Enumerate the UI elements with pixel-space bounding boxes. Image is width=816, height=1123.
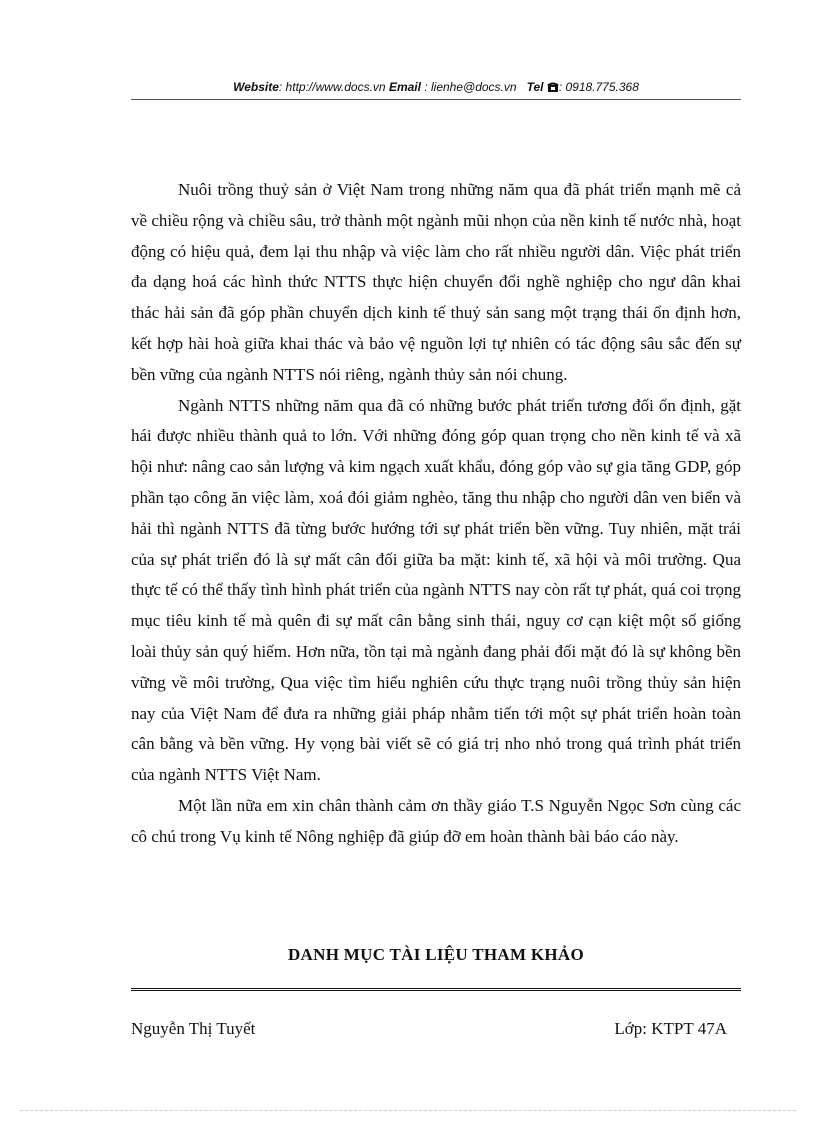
paragraph: Ngành NTTS những năm qua đã có những bước phát triển tương đối ổn định, gặt hái được nhiều thành quả to lớn. Với những đóng góp quan trọng cho nền kinh tế và xã hội như: nâng cao sản lượng và kim ngạch xuất khẩu, đóng góp vào sự gia tăng GDP, góp phần tạo công ăn việc làm, xoá đói giảm nghèo, tăng thu nhập cho người dân ven biển và hải thì ngành NTTS đã từng bước hướng tới sự phát triển bền vững. Tuy nhiên, mặt trái của sự phát triển đó là sự mất cân đối giữa ba mặt: kinh tế, xã hội và môi trường. Qua thực tế có thể thấy tình hình phát triển của ngành NTTS nay còn rất tự phát, quá coi trọng mục tiêu kinh tế mà quên đi sự mất cân bằng sinh thái, nguy cơ cạn kiệt một số giống loài thủy sản quý hiếm. Hơn nữa, tồn tại mà ngành đang phải đối mặt đó là sự không bền vững về môi trường, Qua việc tìm hiểu nghiên cứu thực trạng nuôi trồng thủy sản hiện nay của Việt Nam để đưa ra những giải pháp nhằm tiến tới một sự phát triển hoàn toàn cân bằng và bền vững. Hy vọng bài viết sẽ có giá trị nho nhỏ trong quá trình phát triển của ngành NTTS Việt Nam. — [131, 395, 741, 785]
email-label: Email — [388, 80, 421, 94]
email-value[interactable]: : lienhe@docs.vn — [424, 80, 517, 94]
footer-class: Lớp: KTPT 47A — [614, 1019, 727, 1038]
phone-icon — [547, 80, 559, 94]
references-title: DANH MỤC TÀI LIỆU THAM KHẢO — [287, 945, 585, 964]
tel-label: Tel — [526, 80, 544, 94]
paragraph: Một lần nữa em xin chân thành cảm ơn thầy giáo T.S Nguyễn Ngọc Sơn cùng các cô chú trong Vụ kinh tế Nông nghiệp đã giúp đỡ em hoàn thành bài báo cáo này. — [131, 795, 741, 846]
website-label: Website — [233, 80, 279, 94]
footer-author: Nguyễn Thị Tuyết — [131, 1019, 256, 1038]
body-text — [131, 175, 741, 853]
page-header — [131, 80, 741, 94]
website-value[interactable]: : http://www.docs.vn — [278, 80, 386, 94]
page-edge-divider — [20, 1110, 796, 1111]
header-divider — [131, 99, 741, 100]
footer-divider — [131, 988, 741, 991]
tel-value: : 0918.775.368 — [558, 80, 639, 94]
paragraph: Nuôi trồng thuỷ sản ở Việt Nam trong những năm qua đã phát triển mạnh mẽ cả về chiều rộng và chiều sâu, trở thành một ngành mũi nhọn của nền kinh tế nước nhà, hoạt động có hiệu quả, đem lại thu nhập và việc làm cho rất nhiều người dân. Việc phát triển đa dạng hoá các hình thức NTTS thực hiện chuyển đổi nghề nghiệp cho ngư dân khai thác hải sản đã góp phần chuyển dịch kinh tế thuỷ sản sang một trạng thái ổn định hơn, kết hợp hài hoà giữa khai thác và bảo vệ nguồn lợi tự nhiên có tác động sâu sắc đến sự bền vững của ngành NTTS nói riêng, ngành thủy sản nói chung. — [131, 180, 741, 384]
page-footer — [131, 1019, 727, 1039]
